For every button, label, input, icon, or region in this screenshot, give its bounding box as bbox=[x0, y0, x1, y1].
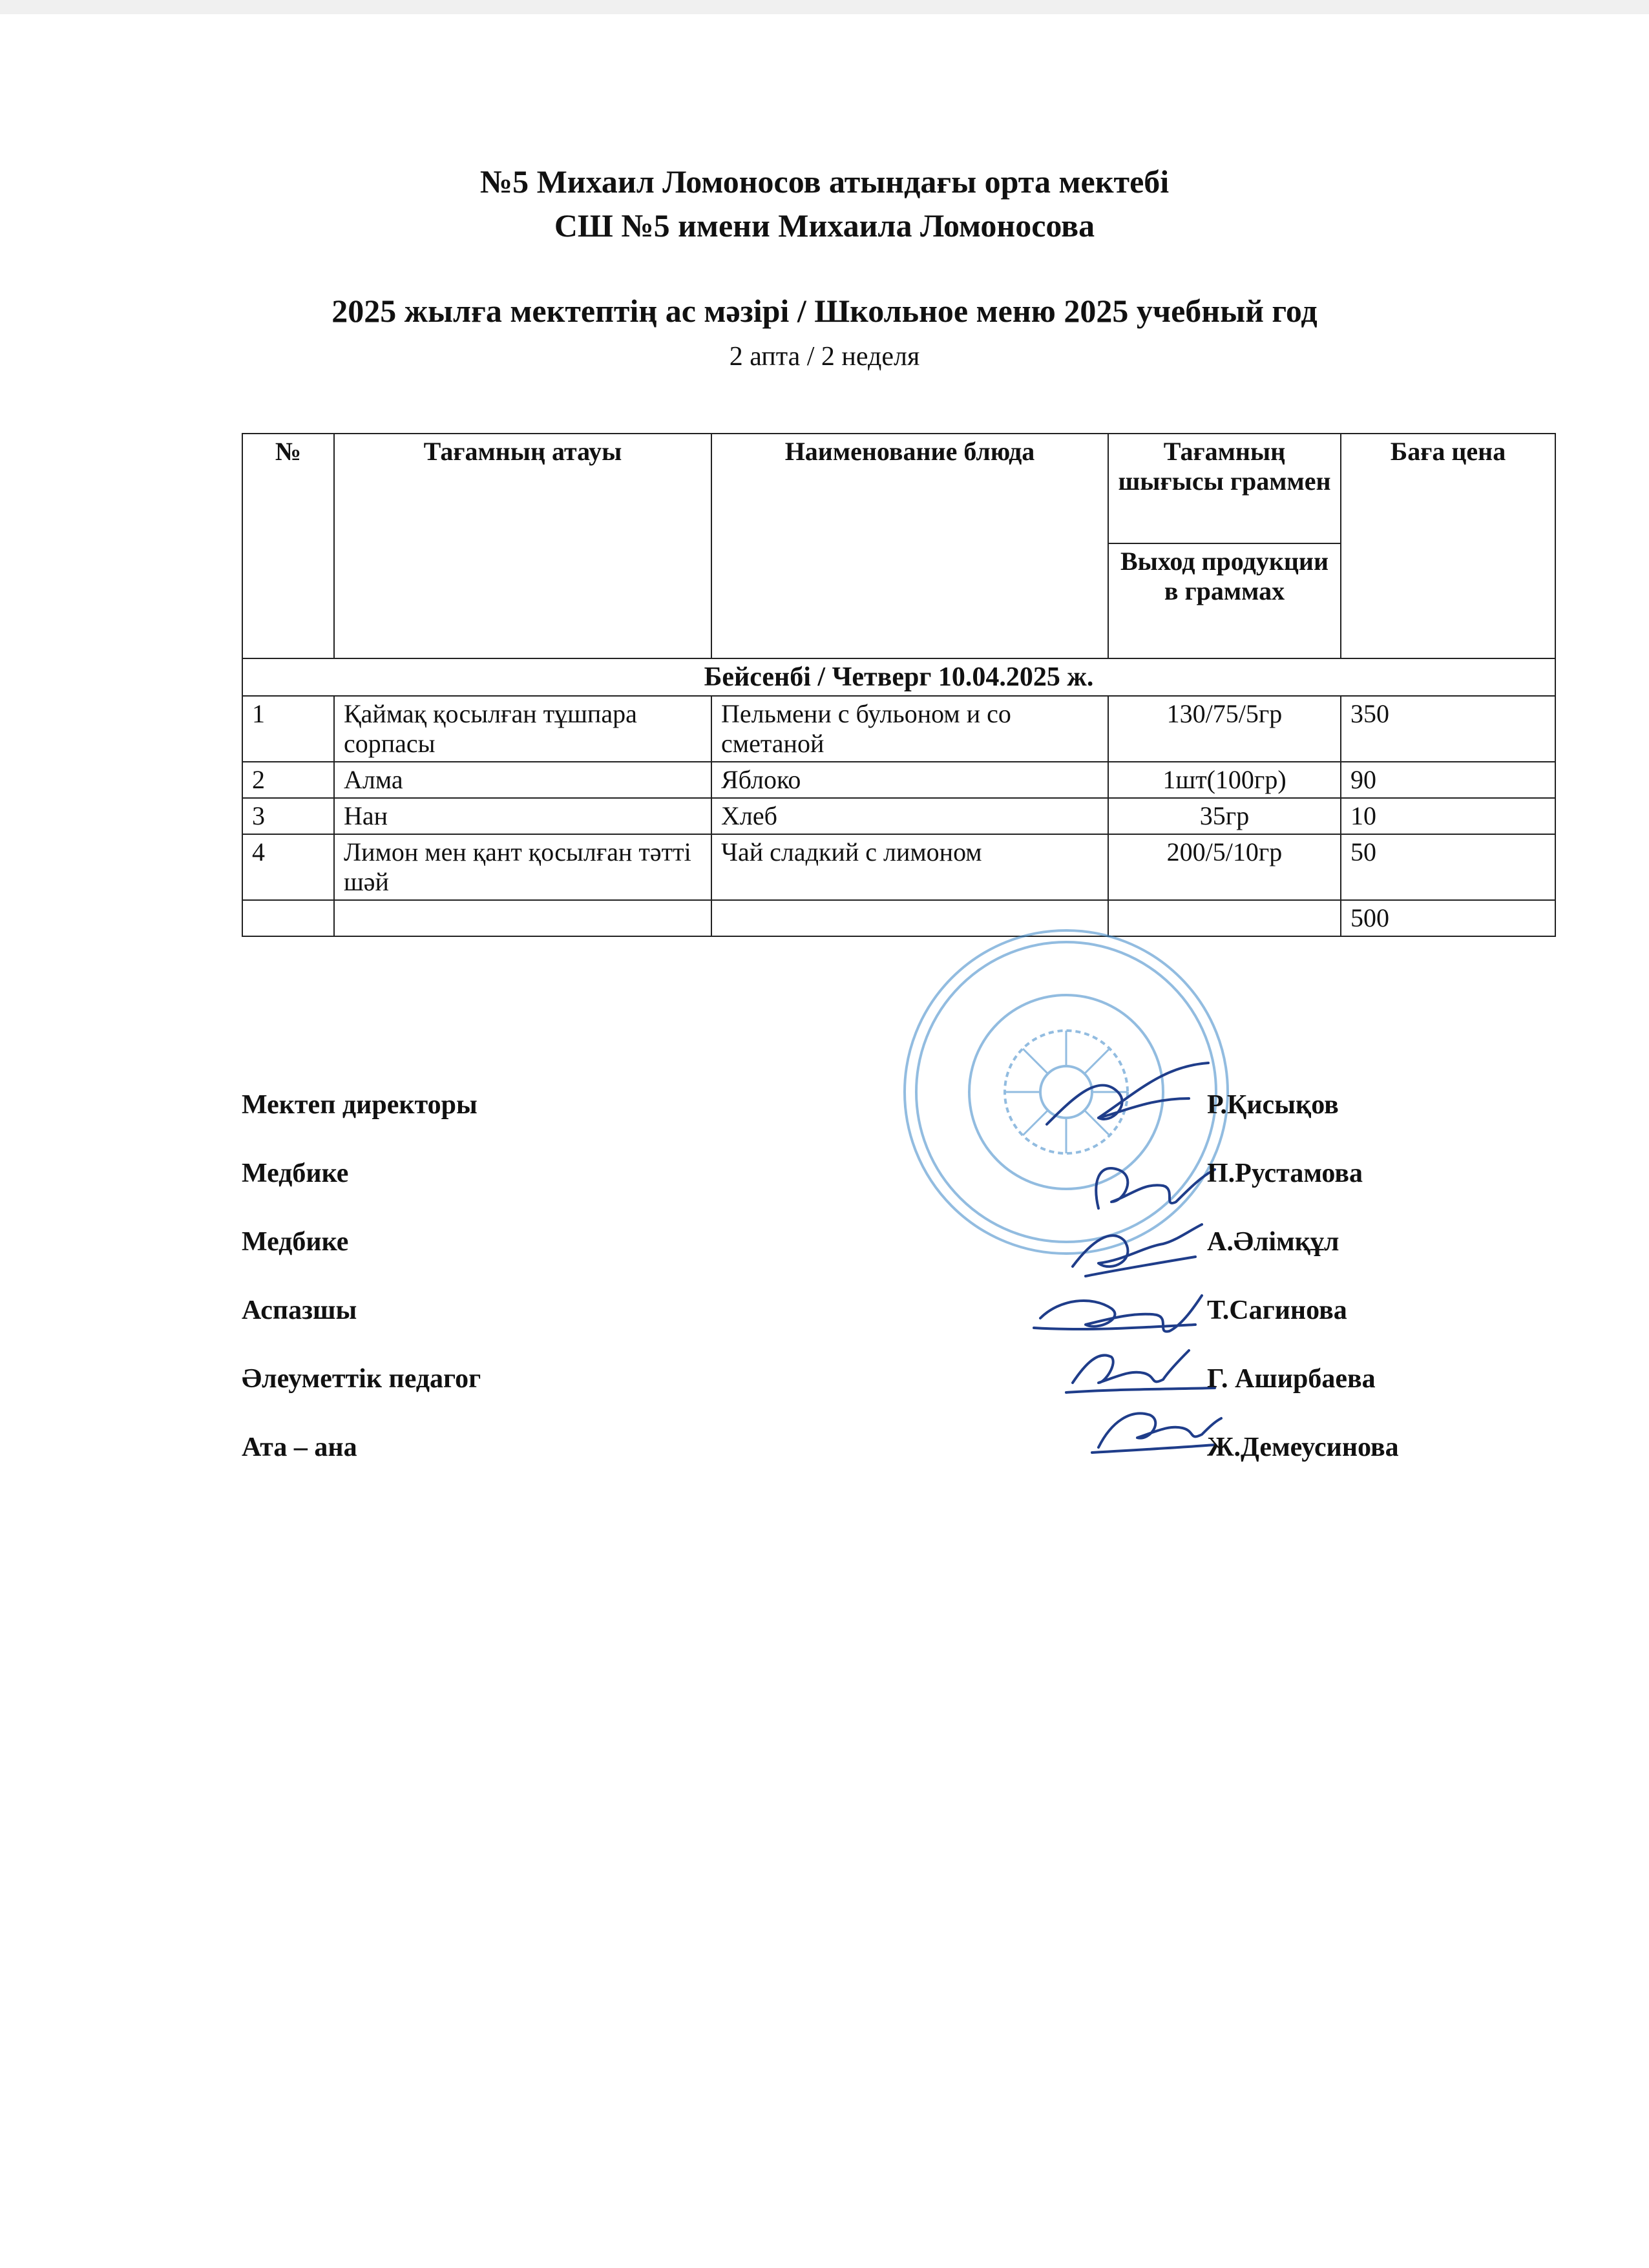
signature-name: А.Әлімқұл bbox=[1207, 1227, 1339, 1257]
signature-role: Әлеуметтік педагог bbox=[242, 1364, 481, 1394]
header-yield-kz: Тағамның шығысы граммен bbox=[1108, 434, 1341, 543]
row-price: 90 bbox=[1341, 762, 1555, 798]
signature-block bbox=[242, 1089, 1534, 1500]
row-name-ru: Хлеб bbox=[711, 798, 1108, 834]
signature-role: Медбике bbox=[242, 1227, 349, 1257]
header-name-kz: Тағамның атауы bbox=[334, 434, 711, 658]
menu-table bbox=[242, 433, 1556, 937]
signature-row bbox=[242, 1363, 1534, 1432]
header-num: № bbox=[242, 434, 334, 658]
row-price: 10 bbox=[1341, 798, 1555, 834]
row-num: 1 bbox=[242, 696, 334, 762]
scan-edge bbox=[0, 0, 1649, 14]
signature-role: Аспазшы bbox=[242, 1296, 357, 1325]
signature-row bbox=[242, 1226, 1534, 1295]
row-num: 4 bbox=[242, 834, 334, 900]
signature-name: Г. Аширбаева bbox=[1207, 1364, 1376, 1394]
row-name-ru: Пельмени с бульоном и со сметаной bbox=[711, 696, 1108, 762]
header-name-ru: Наименование блюда bbox=[711, 434, 1108, 658]
row-price: 350 bbox=[1341, 696, 1555, 762]
table-row bbox=[242, 834, 1555, 900]
signature-row bbox=[242, 1295, 1534, 1363]
row-num: 2 bbox=[242, 762, 334, 798]
signature-name: П.Рустамова bbox=[1207, 1159, 1363, 1188]
row-price: 50 bbox=[1341, 834, 1555, 900]
table-row bbox=[242, 762, 1555, 798]
total-price: 500 bbox=[1341, 900, 1555, 936]
row-name-kz: Алма bbox=[334, 762, 711, 798]
row-name-kz: Нан bbox=[334, 798, 711, 834]
row-name-kz: Лимон мен қант қосылған тәтті шәй bbox=[334, 834, 711, 900]
signature-name: Ж.Демеусинова bbox=[1207, 1433, 1399, 1462]
day-label: Бейсенбі / Четверг 10.04.2025 ж. bbox=[242, 658, 1555, 696]
row-yield: 200/5/10гр bbox=[1108, 834, 1341, 900]
header-price: Баға цена bbox=[1341, 434, 1555, 658]
signature-name: Т.Сагинова bbox=[1207, 1296, 1347, 1325]
day-row bbox=[242, 658, 1555, 696]
row-num: 3 bbox=[242, 798, 334, 834]
signature-name: Р.Қисықов bbox=[1207, 1090, 1339, 1120]
header-yield-ru: Выход продукции в граммах bbox=[1108, 543, 1341, 658]
menu-title: 2025 жылға мектептің ас мәзірі / Школьное меню 2025 учебный год bbox=[331, 293, 1318, 329]
school-title-ru: СШ №5 имени Михаила Ломоносова bbox=[554, 207, 1095, 244]
signature-role: Медбике bbox=[242, 1159, 349, 1188]
row-yield: 130/75/5гр bbox=[1108, 696, 1341, 762]
signature-row bbox=[242, 1089, 1534, 1158]
row-name-ru: Яблоко bbox=[711, 762, 1108, 798]
row-name-ru: Чай сладкий с лимоном bbox=[711, 834, 1108, 900]
table-row bbox=[242, 696, 1555, 762]
week-label: 2 апта / 2 неделя bbox=[729, 342, 920, 372]
signature-role: Мектеп директоры bbox=[242, 1090, 478, 1120]
table-row bbox=[242, 798, 1555, 834]
signature-row bbox=[242, 1158, 1534, 1226]
signature-row bbox=[242, 1432, 1534, 1500]
header-row bbox=[242, 434, 1555, 543]
school-title-kz: №5 Михаил Ломоносов атындағы орта мектебі bbox=[479, 163, 1170, 200]
row-name-kz: Қаймақ қосылған тұшпара сорпасы bbox=[334, 696, 711, 762]
row-yield: 35гр bbox=[1108, 798, 1341, 834]
signature-role: Ата – ана bbox=[242, 1433, 357, 1462]
row-yield: 1шт(100гр) bbox=[1108, 762, 1341, 798]
